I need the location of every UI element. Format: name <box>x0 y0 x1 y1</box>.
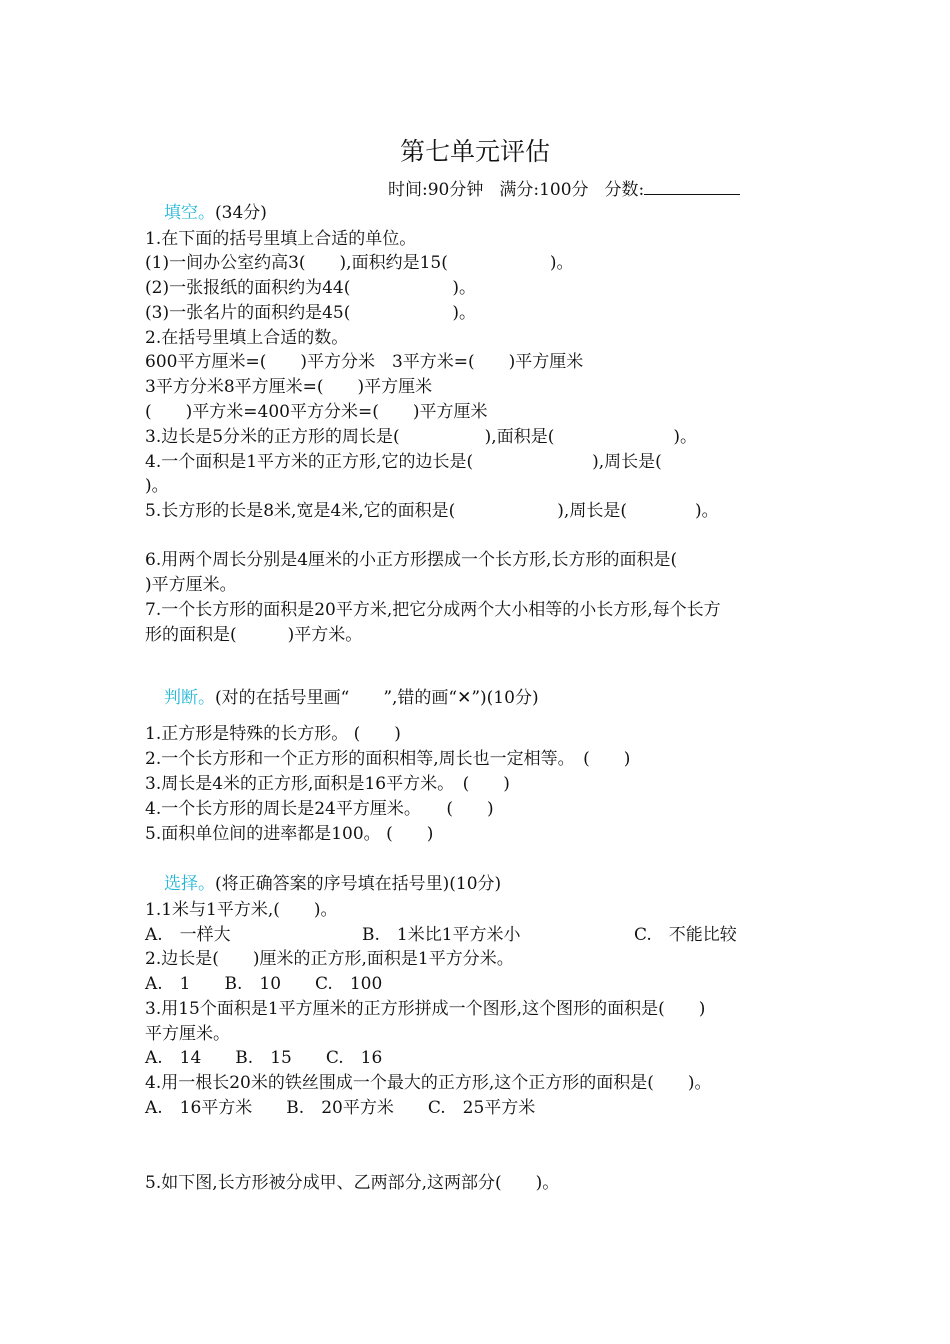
page-title: 第七单元评估 <box>399 137 550 166</box>
exam-meta <box>388 175 740 202</box>
section-choice-instruction: (将正确答案的序号填在括号里)(10分) <box>215 874 502 894</box>
section-choice-heading <box>164 872 501 896</box>
fill-line: )平方厘米。 <box>145 575 237 595</box>
fill-line: 3平方分米8平方厘米=( )平方厘米 <box>145 377 433 397</box>
fill-line: 形的面积是( )平方米。 <box>145 625 363 645</box>
choice-option-c: C. 不能比较 <box>634 925 737 945</box>
time-limit: 时间:90分钟 <box>388 180 484 200</box>
section-judge-instruction: (对的在括号里画“ ”,错的画“✕”)(10分) <box>215 688 539 708</box>
section-choice-title: 选择。 <box>164 874 215 894</box>
choice-line: 平方厘米。 <box>145 1024 230 1044</box>
section-fill-heading <box>164 201 267 225</box>
fill-line: 6.用两个周长分别是4厘米的小正方形摆成一个长方形,长方形的面积是( <box>145 550 678 570</box>
choice-options: A. 1 B. 10 C. 100 <box>145 974 383 994</box>
fill-line: )。 <box>145 476 169 496</box>
fill-line: 3.边长是5分米的正方形的周长是( ),面积是( )。 <box>145 427 697 447</box>
choice-line: 4.用一根长20米的铁丝围成一个最大的正方形,这个正方形的面积是( )。 <box>145 1073 712 1093</box>
judge-line: 4.一个长方形的周长是24平方厘米。 ( ) <box>145 799 494 819</box>
choice-line: 3.用15个面积是1平方厘米的正方形拼成一个图形,这个图形的面积是( ) <box>145 999 706 1019</box>
fill-line: 600平方厘米=( )平方分米 3平方米=( )平方厘米 <box>145 352 584 372</box>
fill-line: (1)一间办公室约高3( ),面积约是15( )。 <box>145 253 574 273</box>
section-fill-title: 填空。 <box>164 203 215 223</box>
choice-options: A. 16平方米 B. 20平方米 C. 25平方米 <box>145 1098 536 1118</box>
choice-option-b: B. 1米比1平方米小 <box>362 925 521 945</box>
choice-options: A. 14 B. 15 C. 16 <box>145 1048 383 1068</box>
judge-line: 2.一个长方形和一个正方形的面积相等,周长也一定相等。 ( ) <box>145 749 631 769</box>
choice-line: 1.1米与1平方米,( )。 <box>145 900 338 920</box>
fill-line: 7.一个长方形的面积是20平方米,把它分成两个大小相等的小长方形,每个长方 <box>145 600 721 620</box>
fill-line: ( )平方米=400平方分米=( )平方厘米 <box>145 402 488 422</box>
fill-line: (2)一张报纸的面积约为44( )。 <box>145 278 476 298</box>
judge-line: 1.正方形是特殊的长方形。 ( ) <box>145 724 401 744</box>
judge-line: 5.面积单位间的进率都是100。 ( ) <box>145 824 434 844</box>
fill-line: (3)一张名片的面积约是45( )。 <box>145 303 476 323</box>
judge-line: 3.周长是4米的正方形,面积是16平方米。 ( ) <box>145 774 510 794</box>
choice-line: 2.边长是( )厘米的正方形,面积是1平方分米。 <box>145 949 514 969</box>
full-score: 满分:100分 <box>499 180 589 200</box>
fill-line: 2.在括号里填上合适的数。 <box>145 328 349 348</box>
score-label: 分数: <box>604 180 645 200</box>
score-blank[interactable] <box>644 175 740 195</box>
fill-line: 4.一个面积是1平方米的正方形,它的边长是( ),周长是( <box>145 452 662 472</box>
choice-option-a: A. 一样大 <box>145 925 231 945</box>
fill-line: 5.长方形的长是8米,宽是4米,它的面积是( ),周长是( )。 <box>145 501 719 521</box>
choice-line: 5.如下图,长方形被分成甲、乙两部分,这两部分( )。 <box>145 1173 560 1193</box>
section-judge-heading <box>164 686 539 710</box>
section-fill-points: (34分) <box>215 203 267 223</box>
section-judge-title: 判断。 <box>164 688 215 708</box>
fill-line: 1.在下面的括号里填上合适的单位。 <box>145 229 417 249</box>
